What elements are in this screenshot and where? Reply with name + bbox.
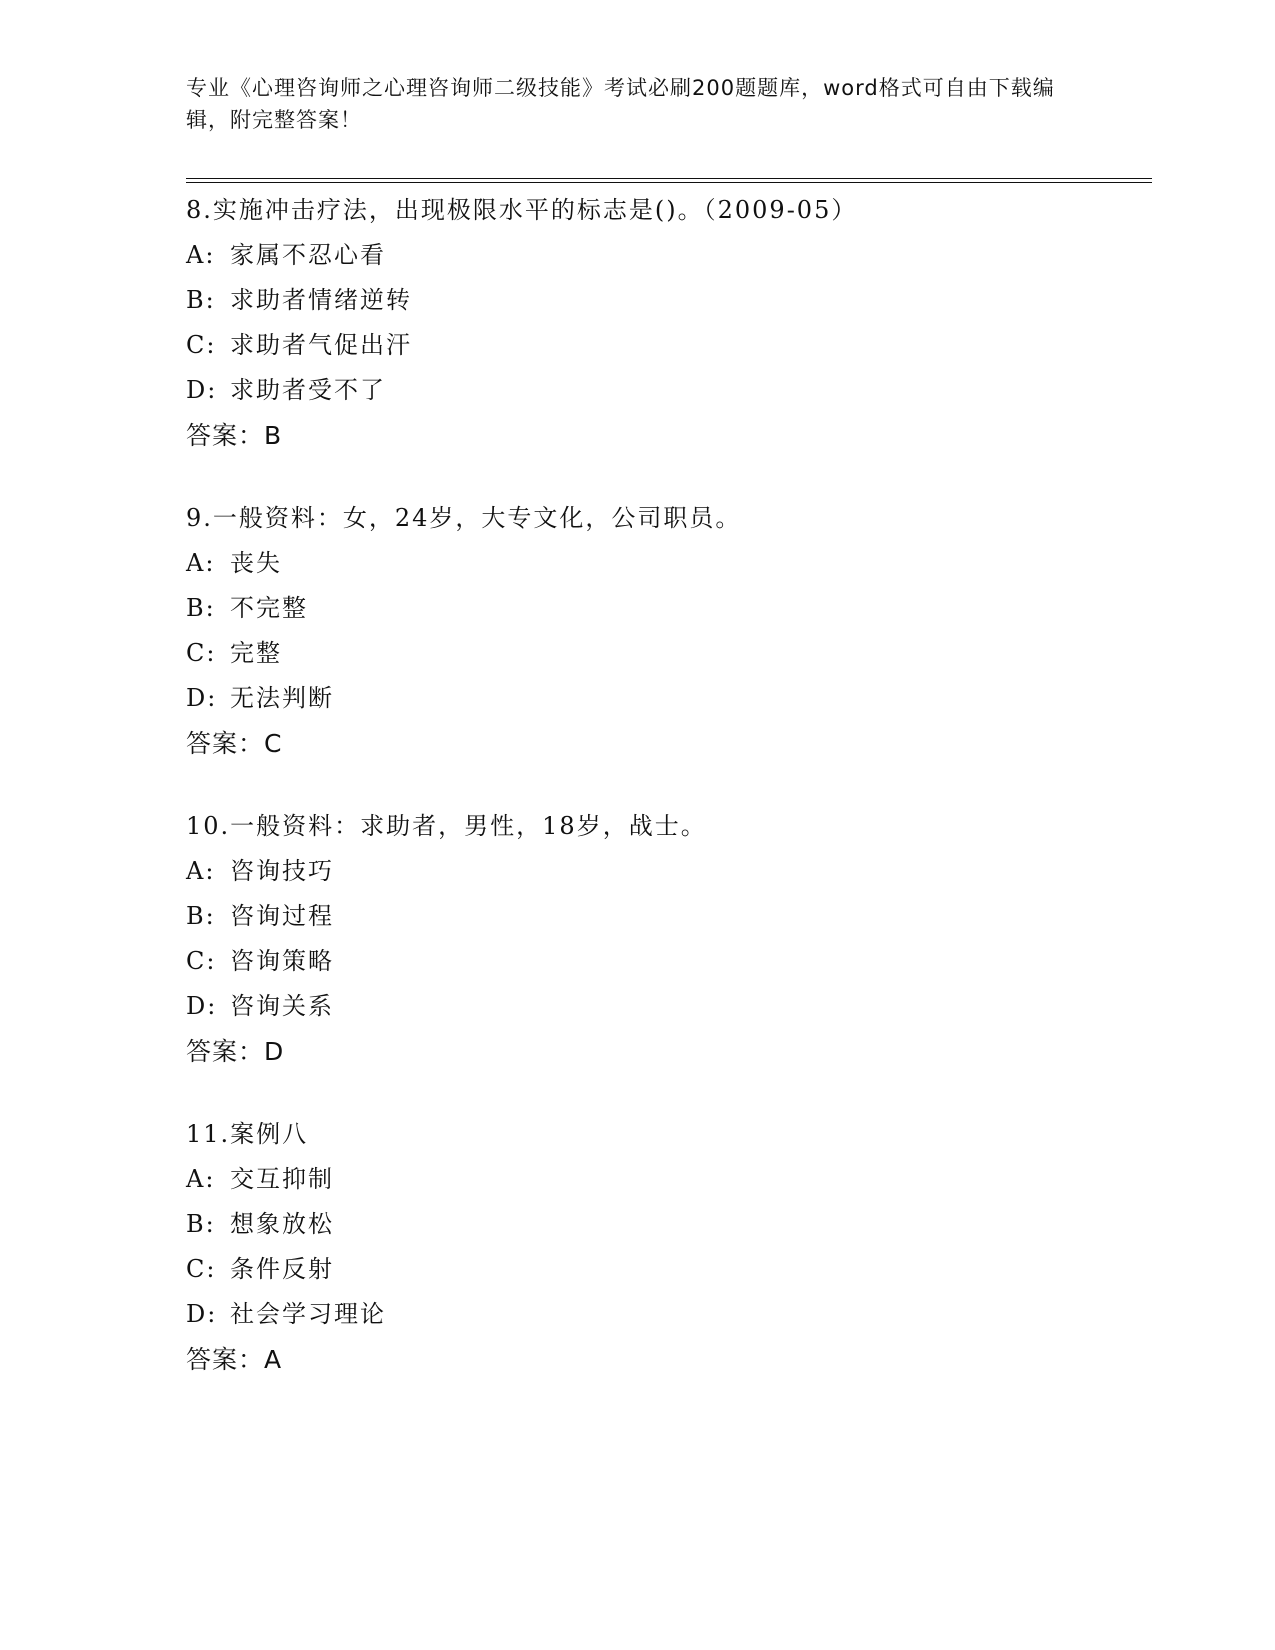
option-text: 求助者情绪逆转 [230, 286, 412, 314]
option-text: 家属不忍心看 [230, 241, 386, 269]
option-a [186, 1157, 1152, 1202]
option-b [186, 278, 1152, 323]
option-text: 无法判断 [230, 684, 334, 712]
option-c [186, 323, 1152, 368]
answer-label: 答案：A [186, 1345, 283, 1374]
option-text: 求助者气促出汗 [230, 331, 412, 359]
question-stem: 10.一般资料：求助者，男性，18岁，战士。 [186, 812, 707, 840]
option-b [186, 894, 1152, 939]
option-text: 条件反射 [230, 1255, 334, 1283]
option-c [186, 1247, 1152, 1292]
option-a [186, 233, 1152, 278]
answer-label: 答案：C [186, 729, 283, 758]
option-d [186, 984, 1152, 1029]
option-letter: B: [186, 902, 216, 930]
question-9 [186, 496, 1152, 766]
option-d [186, 368, 1152, 413]
option-text: 社会学习理论 [230, 1300, 386, 1328]
question-stem: 11.案例八 [186, 1120, 309, 1148]
option-a [186, 541, 1152, 586]
option-c [186, 631, 1152, 676]
option-c [186, 939, 1152, 984]
question-stem: 9.一般资料：女，24岁，大专文化，公司职员。 [186, 504, 742, 532]
question-stem: 8.实施冲击疗法，出现极限水平的标志是()。（2009-05） [186, 196, 858, 224]
option-letter: D: [186, 1300, 218, 1328]
option-text: 咨询策略 [230, 947, 334, 975]
option-text: 完整 [230, 639, 282, 667]
answer-label: 答案：D [186, 1037, 285, 1066]
document-header: 专业《心理咨询师之心理咨询师二级技能》考试必刷200题题库，word格式可自由下载编辑，附完整答案！ [186, 76, 1055, 132]
header-divider-top [186, 178, 1152, 179]
option-d [186, 676, 1152, 721]
question-list [186, 188, 1152, 1420]
option-letter: C: [186, 947, 217, 975]
answer-label: 答案：B [186, 421, 283, 450]
question-10 [186, 804, 1152, 1074]
option-b [186, 586, 1152, 631]
option-b [186, 1202, 1152, 1247]
option-letter: B: [186, 286, 216, 314]
option-letter: C: [186, 331, 217, 359]
option-letter: D: [186, 376, 218, 404]
option-text: 咨询过程 [230, 902, 334, 930]
option-letter: A: [186, 241, 216, 269]
option-d [186, 1292, 1152, 1337]
option-letter: A: [186, 549, 216, 577]
option-text: 想象放松 [230, 1210, 334, 1238]
option-letter: A: [186, 1165, 216, 1193]
question-11 [186, 1112, 1152, 1382]
option-letter: B: [186, 1210, 216, 1238]
option-text: 交互抑制 [230, 1165, 334, 1193]
option-letter: D: [186, 684, 218, 712]
option-letter: A: [186, 857, 216, 885]
option-letter: C: [186, 1255, 217, 1283]
option-text: 不完整 [230, 594, 308, 622]
option-text: 求助者受不了 [230, 376, 386, 404]
option-text: 丧失 [230, 549, 282, 577]
option-text: 咨询技巧 [230, 857, 334, 885]
option-letter: D: [186, 992, 218, 1020]
option-letter: C: [186, 639, 217, 667]
option-a [186, 849, 1152, 894]
header-divider-bottom [186, 182, 1152, 183]
question-8 [186, 188, 1152, 458]
option-text: 咨询关系 [230, 992, 334, 1020]
option-letter: B: [186, 594, 216, 622]
